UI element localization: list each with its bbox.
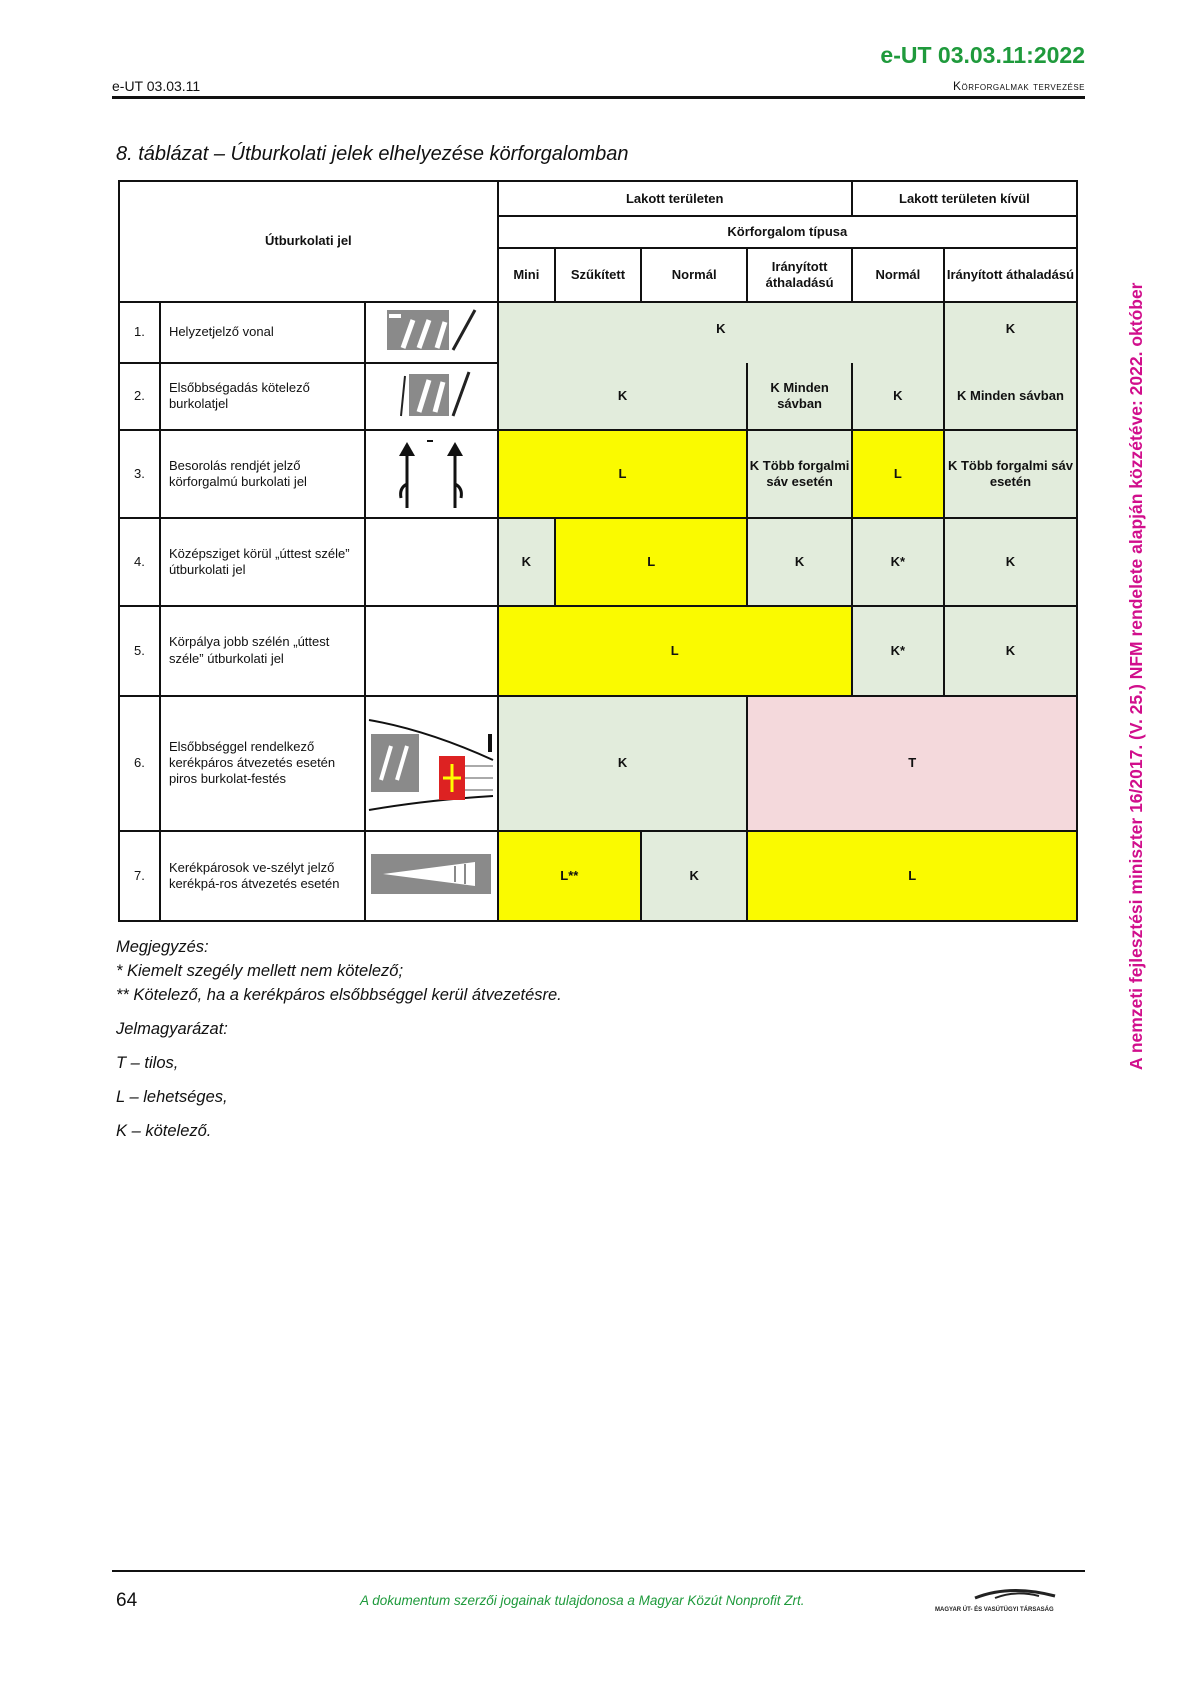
cell-row4-iranyitott: K [747, 518, 851, 606]
row-number: 7. [119, 831, 160, 921]
table-caption: 8. táblázat – Útburkolati jelek elhelyezése körforgalomban [116, 143, 629, 165]
row-description: Kerékpárosok ve-szélyt jelző kerékpá-ros átvezetés esetén [160, 831, 365, 921]
row-description: Középsziget körül „úttest széle” útburkolati jel [160, 518, 365, 606]
note-1: * Kiemelt szegély mellett nem kötelező; [116, 962, 404, 980]
header-rule [112, 96, 1085, 99]
table-row [119, 831, 1077, 921]
col-szukitett: Szűkített [555, 248, 641, 302]
row-number: 3. [119, 430, 160, 518]
cell-row3-inside: L [498, 430, 748, 518]
table-row [119, 363, 1077, 431]
row-number: 4. [119, 518, 160, 606]
cell-row4-mini: K [498, 518, 555, 606]
legend-t: T – tilos, [116, 1054, 179, 1072]
table-row [119, 302, 1077, 363]
col-iranyitott-outside: Irányított áthaladású [944, 248, 1077, 302]
col-mini: Mini [498, 248, 555, 302]
col-normal-outside: Normál [852, 248, 944, 302]
row-description: Elsőbbséggel rendelkező kerékpáros átvezetés esetén piros burkolat-festés [160, 696, 365, 832]
page-number: 64 [116, 1590, 138, 1611]
table-row [119, 606, 1077, 696]
marking-image-empty [365, 518, 498, 606]
group-outside-header: Lakott területen kívül [852, 181, 1077, 216]
cell-row1-outside: K [944, 302, 1077, 363]
marking-image-elsobbsegadas [365, 363, 498, 431]
logo-text: MAGYAR ÚT- ÉS VASÚTÜGYI TÁRSASÁG [935, 1607, 1054, 1613]
type-header: Körforgalom típusa [498, 216, 1077, 247]
row-number: 2. [119, 363, 160, 431]
cell-row2-iranyitott: K Minden sávban [747, 363, 851, 431]
col-iranyitott: Irányított áthaladású [747, 248, 851, 302]
legend-l: L – lehetséges, [116, 1088, 228, 1106]
row-description: Besorolás rendjét jelző körforgalmú burkolati jel [160, 430, 365, 518]
society-logo [935, 1586, 1085, 1614]
cell-row1-inside: K [498, 302, 944, 363]
cell-row2-inside: K [498, 363, 748, 431]
note-2: ** Kötelező, ha a kerékpáros elsőbbséggel kerül átvezetésre. [116, 986, 562, 1004]
marking-image-helyzetjelzo [365, 302, 498, 363]
cell-row3-outside-iranyitott: K Több forgalmi sáv esetén [944, 430, 1077, 518]
row-description: Elsőbbségadás kötelező burkolatjel [160, 363, 365, 431]
row-number: 5. [119, 606, 160, 696]
table-row [119, 518, 1077, 606]
header-left: e-UT 03.03.11 [112, 78, 201, 94]
cell-row5-outside-normal: K* [852, 606, 944, 696]
cell-row7-mini-szukitett: L** [498, 831, 641, 921]
col-normal: Normál [641, 248, 747, 302]
notes-section [116, 935, 562, 1143]
cell-row3-outside-normal: L [852, 430, 944, 518]
cell-row7-rest: L [747, 831, 1077, 921]
document-code: e-UT 03.03.11:2022 [880, 42, 1085, 68]
cell-row2-outside-iranyitott: K Minden sávban [944, 363, 1077, 431]
notes-title: Megjegyzés: [116, 938, 209, 956]
marking-image-empty [365, 606, 498, 696]
cell-row4-outside-iranyitott: K [944, 518, 1077, 606]
row-number: 1. [119, 302, 160, 363]
copyright-note: A dokumentum szerzői jogainak tulajdonosa a Magyar Közút Nonprofit Zrt. [360, 1593, 805, 1608]
cell-row5-outside-iranyitott: K [944, 606, 1077, 696]
footer-rule [112, 1570, 1085, 1572]
cell-row4-szukitett-normal: L [555, 518, 747, 606]
marking-image-piros-burkolat [365, 696, 498, 832]
table-row [119, 696, 1077, 832]
cell-row2-outside-normal: K [852, 363, 944, 431]
cell-row4-outside-normal: K* [852, 518, 944, 606]
side-publication-text: A nemzeti fejlesztési miniszter 16/2017. (V. 25.) NFM rendelete alapján közzétéve: 2022. október [1126, 282, 1146, 1070]
row-number: 6. [119, 696, 160, 832]
cell-row5-inside: L [498, 606, 852, 696]
legend-k: K – kötelező. [116, 1122, 212, 1140]
cell-row7-normal: K [641, 831, 747, 921]
marking-table [118, 180, 1078, 922]
cell-row6-inside: K [498, 696, 748, 832]
marking-image-kerekparos-veszely [365, 831, 498, 921]
row-description: Helyzetjelző vonal [160, 302, 365, 363]
marking-image-besorolas [365, 430, 498, 518]
table-row [119, 430, 1077, 518]
header-right: Körforgalmak tervezése [953, 79, 1085, 93]
row-description: Körpálya jobb szélén „úttest széle” útburkolati jel [160, 606, 365, 696]
cell-row3-iranyitott: K Több forgalmi sáv esetén [747, 430, 851, 518]
corner-header: Útburkolati jel [119, 181, 498, 302]
group-inside-header: Lakott területen [498, 181, 852, 216]
legend-title: Jelmagyarázat: [116, 1020, 228, 1038]
cell-row6-rest: T [747, 696, 1077, 832]
